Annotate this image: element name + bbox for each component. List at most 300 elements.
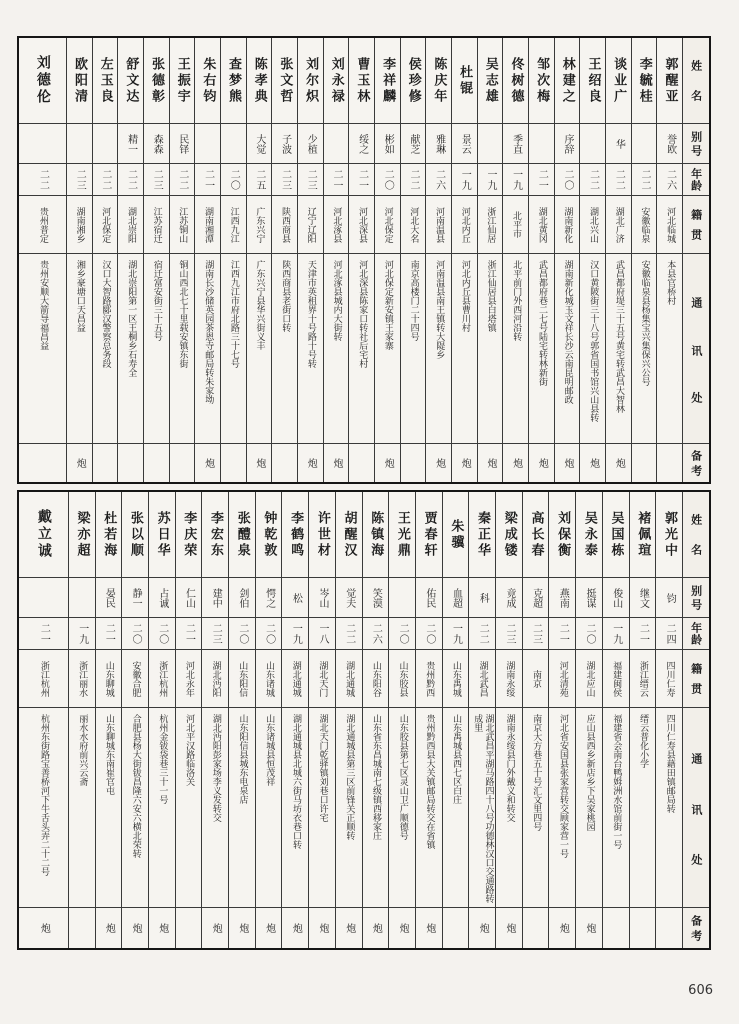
cell-note: 炮 [130, 923, 142, 933]
cell-addr: 缙云普化小学 [630, 708, 656, 908]
cell-note: 炮 [330, 458, 342, 468]
row-header-char: 籍 [689, 208, 703, 220]
cell-alias: 科 [469, 578, 495, 618]
cell-name: 苏日华 [149, 492, 175, 578]
row-header-char: 贯 [689, 229, 703, 241]
cell-age: 二一 [195, 164, 220, 196]
cell-native: 湖北通城 [336, 650, 362, 708]
person-column [255, 492, 282, 948]
cell-alias: 燕南 [549, 578, 575, 618]
cell-age: 二二 [606, 164, 631, 196]
cell-addr: 武昌都府堤三十五号黄宅转武昌大智林 [606, 254, 631, 444]
cell-native: 江西九江 [221, 196, 246, 254]
cell-name: 李祥麟 [375, 38, 400, 124]
cell-alias: 誉欧 [657, 124, 682, 164]
cell-age: 二二 [93, 164, 118, 196]
row-header-age [683, 164, 709, 196]
cell-alias [19, 578, 68, 618]
person-column [548, 492, 575, 948]
cell-age: 一九 [282, 618, 308, 650]
cell-age: 二三 [202, 618, 228, 650]
cell-alias: 占诚 [149, 578, 175, 618]
cell-native: 湖南永绥 [496, 650, 522, 708]
cell-name: 戴立诚 [19, 492, 68, 578]
row-header-char: 讯 [689, 803, 703, 815]
cell-age: 二一 [324, 164, 349, 196]
cell-alias [478, 124, 503, 164]
cell-name: 左玉良 [93, 38, 118, 124]
person-column [400, 38, 426, 482]
cell-addr: 合肥县杨大街钹昌隆六安六横北荣转 [122, 708, 148, 908]
cell-native: 湖北天门 [309, 650, 335, 708]
cell-addr: 南京高楼门二十四号 [401, 254, 426, 444]
cell-age: 二三 [523, 618, 549, 650]
cell-alias: 献芝 [401, 124, 426, 164]
cell-age: 二〇 [256, 618, 282, 650]
cell-native: 河北临城 [657, 196, 682, 254]
cell-alias: 精一 [118, 124, 143, 164]
person-column [95, 492, 122, 948]
cell-age: 二〇 [221, 164, 246, 196]
cell-native: 河北保定 [375, 196, 400, 254]
cell-native: 山东聊城 [96, 650, 122, 708]
cell-name: 李宏东 [202, 492, 228, 578]
cell-alias: 钧 [656, 578, 682, 618]
cell-note: 炮 [74, 458, 86, 468]
cell-name: 梁成镂 [496, 492, 522, 578]
cell-addr: 四川仁寿县藉田镇邮局转 [656, 708, 682, 908]
cell-alias: 森森 [144, 124, 169, 164]
cell-note: 炮 [290, 923, 302, 933]
cell-name: 郭醒亚 [657, 38, 682, 124]
cell-note: 炮 [503, 923, 515, 933]
cell-alias: 子波 [272, 124, 297, 164]
person-column [201, 492, 228, 948]
cell-native: 河北深县 [349, 196, 374, 254]
cell-name: 查梦熊 [221, 38, 246, 124]
person-column [442, 492, 469, 948]
cell-addr: 天津市英租界十号路十号转 [298, 254, 323, 444]
person-column [468, 492, 495, 948]
cell-addr: 北平前门外西河沿转 [503, 254, 528, 444]
cell-addr: 丽水水府前兴云斋 [69, 708, 95, 908]
row-header-char: 处 [689, 392, 703, 404]
cell-note: 炮 [382, 458, 394, 468]
cell-alias: 觉夫 [336, 578, 362, 618]
cell-note [170, 444, 195, 482]
cell-alias: 岑山 [309, 578, 335, 618]
cell-alias [324, 124, 349, 164]
cell-native: 安徽合肥 [122, 650, 148, 708]
cell-addr: 湖北武昌平湖马路四十八号功德林汉口交通路转成里 [469, 708, 495, 908]
person-column [528, 38, 554, 482]
cell-alias [632, 124, 657, 164]
cell-addr: 浙江仙居县白塔镇 [478, 254, 503, 444]
person-column [143, 38, 169, 482]
cell-note [69, 908, 95, 948]
row-header-char: 姓 [689, 60, 703, 71]
cell-age: 一八 [309, 618, 335, 650]
cell-name: 张醴泉 [229, 492, 255, 578]
cell-native: 山东诸城 [256, 650, 282, 708]
cell-note: 炮 [202, 458, 214, 468]
cell-native: 湖南湘乡 [67, 196, 92, 254]
cell-age: 二三 [144, 164, 169, 196]
row-header-char: 号 [689, 599, 703, 611]
cell-name: 李庆荣 [176, 492, 202, 578]
person-column [68, 492, 95, 948]
cell-note: 炮 [236, 923, 248, 933]
cell-addr: 汉口黄陂街三十八号郭省国书馆兴山县转 [580, 254, 605, 444]
person-column [246, 38, 272, 482]
cell-native: 四川仁寿 [656, 650, 682, 708]
cell-age: 二一 [529, 164, 554, 196]
cell-native: 湖北沔阳 [202, 650, 228, 708]
cell-age: 一九 [503, 164, 528, 196]
cell-addr: 河南温县南王镇转大隄乡 [426, 254, 451, 444]
cell-name: 许世材 [309, 492, 335, 578]
person-column [228, 492, 255, 948]
cell-alias [195, 124, 220, 164]
cell-native: 河北清苑 [549, 650, 575, 708]
cell-addr: 江西九江市府北路三十七号 [221, 254, 246, 444]
cell-addr: 河北内丘县曹川村 [452, 254, 477, 444]
cell-age: 一九 [603, 618, 629, 650]
person-column [19, 38, 66, 482]
cell-addr: 山东诸城县恒茂祥 [256, 708, 282, 908]
cell-name: 李鹤鸣 [282, 492, 308, 578]
cell-addr: 汉口大智路郾汉警察总务段 [93, 254, 118, 444]
cell-name: 刘永禄 [324, 38, 349, 124]
cell-alias: 剑伯 [229, 578, 255, 618]
row-header-column [682, 492, 709, 948]
cell-age: 二二 [118, 164, 143, 196]
cell-name: 李毓桂 [632, 38, 657, 124]
cell-note [272, 444, 297, 482]
cell-age: 一九 [69, 618, 95, 650]
cell-name: 吴永泰 [576, 492, 602, 578]
cell-age: 二〇 [375, 164, 400, 196]
person-column [415, 492, 442, 948]
person-column [220, 38, 246, 482]
cell-alias: 序辞 [555, 124, 580, 164]
person-column [19, 492, 68, 948]
cell-addr: 铜山西北七十里载安镇东街 [170, 254, 195, 444]
cell-addr: 福建省会南台鸭姆洲水馆前街一号 [603, 708, 629, 908]
cell-name: 朱右钧 [195, 38, 220, 124]
cell-note [603, 908, 629, 948]
cell-age: 二一 [630, 618, 656, 650]
cell-name: 王振宇 [170, 38, 195, 124]
cell-name: 欧阳清 [67, 38, 92, 124]
row-header-name [683, 38, 709, 124]
cell-alias: 建中 [202, 578, 228, 618]
page-number: 606 [688, 983, 713, 998]
cell-alias: 竟成 [496, 578, 522, 618]
row-header-char: 备 [689, 450, 703, 462]
cell-alias [529, 124, 554, 164]
row-header-char: 年 [689, 622, 703, 633]
person-column [117, 38, 143, 482]
cell-native: 贵州普定 [19, 196, 66, 254]
cell-native: 湖北广济 [606, 196, 631, 254]
cell-addr: 山东省东昌城南七级镇西移家庄 [363, 708, 389, 908]
person-column [602, 492, 629, 948]
row-header-age [683, 618, 709, 650]
cell-name: 侯珍修 [401, 38, 426, 124]
cell-alias [93, 124, 118, 164]
cell-native: 浙江杭州 [19, 650, 68, 708]
cell-note: 炮 [103, 923, 115, 933]
cell-name: 陈孝典 [247, 38, 272, 124]
row-header-char: 通 [689, 753, 703, 765]
cell-alias: 笑漠 [363, 578, 389, 618]
cell-alias [580, 124, 605, 164]
cell-native: 湖北兴山 [580, 196, 605, 254]
cell-native: 山东禹城 [443, 650, 469, 708]
cell-native: 河北内丘 [452, 196, 477, 254]
cell-native: 贵州黔西 [416, 650, 442, 708]
cell-native: 山东阳信 [229, 650, 255, 708]
cell-age: 二二 [336, 618, 362, 650]
cell-addr: 贵州黔西县大关镇邮局转交在省镇 [416, 708, 442, 908]
cell-alias: 雅琳 [426, 124, 451, 164]
cell-alias: 挺谋 [576, 578, 602, 618]
cell-alias: 景云 [452, 124, 477, 164]
cell-addr: 陕西商县老街口转 [272, 254, 297, 444]
cell-alias: 民铎 [170, 124, 195, 164]
cell-note: 炮 [433, 458, 445, 468]
cell-note: 炮 [459, 458, 471, 468]
cell-native: 广东兴宁 [247, 196, 272, 254]
cell-name: 褚佩瑄 [630, 492, 656, 578]
cell-age: 二〇 [229, 618, 255, 650]
person-column [323, 38, 349, 482]
cell-native: 湖北应山 [576, 650, 602, 708]
row-header-alias [683, 578, 709, 618]
cell-age: 二三 [67, 164, 92, 196]
cell-native: 湖北崇阳 [118, 196, 143, 254]
cell-age: 二二 [170, 164, 195, 196]
row-header-addr [683, 254, 709, 444]
cell-alias: 愕之 [256, 578, 282, 618]
cell-native: 北平市 [503, 196, 528, 254]
cell-age: 二一 [96, 618, 122, 650]
cell-name: 吴国栋 [603, 492, 629, 578]
person-column [629, 492, 656, 948]
cell-native: 南京 [523, 650, 549, 708]
person-column [271, 38, 297, 482]
cell-native: 福建闽侯 [603, 650, 629, 708]
cell-name: 吴志雄 [478, 38, 503, 124]
cell-alias: 静一 [122, 578, 148, 618]
cell-note [144, 444, 169, 482]
cell-name: 陈镇海 [363, 492, 389, 578]
cell-name: 张德彰 [144, 38, 169, 124]
cell-native: 河北永年 [176, 650, 202, 708]
cell-name: 高长春 [523, 492, 549, 578]
row-header-char: 通 [689, 296, 703, 308]
cell-name: 谈业广 [606, 38, 631, 124]
cell-note: 炮 [510, 458, 522, 468]
cell-note [93, 444, 118, 482]
cell-native: 江苏宿迁 [144, 196, 169, 254]
cell-age: 二〇 [389, 618, 415, 650]
cell-note [176, 908, 202, 948]
person-column [374, 38, 400, 482]
cell-alias [221, 124, 246, 164]
person-column [388, 492, 415, 948]
cell-addr: 贵州安顺大箭导福昌益 [19, 254, 66, 444]
cell-native: 河北大名 [401, 196, 426, 254]
cell-name: 曹玉林 [349, 38, 374, 124]
cell-note: 炮 [477, 923, 489, 933]
cell-addr: 南京大方巷五十号汇文里四号 [523, 708, 549, 908]
cell-name: 郭光中 [656, 492, 682, 578]
cell-note: 炮 [557, 923, 569, 933]
cell-native: 浙江仙居 [478, 196, 503, 254]
cell-note [523, 908, 549, 948]
cell-addr: 湖南长沙储英园茶恩寺邮局转朱家坳 [195, 254, 220, 444]
cell-addr: 杭州东街路宝善桥河下牛舌头弄二十二号 [19, 708, 68, 908]
cell-name: 王光鼎 [389, 492, 415, 578]
cell-alias: 绥之 [349, 124, 374, 164]
cell-native: 湖北武昌 [469, 650, 495, 708]
cell-age: 一九 [452, 164, 477, 196]
cell-addr: 山东禹城县西七区白庄 [443, 708, 469, 908]
row-header-char: 讯 [689, 344, 703, 356]
cell-note [19, 444, 66, 482]
person-column [477, 38, 503, 482]
cell-native: 湖南湘潭 [195, 196, 220, 254]
cell-age: 二六 [657, 164, 682, 196]
cell-note: 炮 [397, 923, 409, 933]
cell-addr: 湖南永绥县门外戴义和转交 [496, 708, 522, 908]
cell-native: 辽宁辽阳 [298, 196, 323, 254]
cell-age: 一九 [443, 618, 469, 650]
cell-alias: 季直 [503, 124, 528, 164]
row-header-char: 名 [689, 544, 703, 555]
cell-native: 陕西商县 [272, 196, 297, 254]
row-header-char: 龄 [689, 634, 703, 645]
cell-native: 湖北通城 [282, 650, 308, 708]
cell-age: 二二 [401, 164, 426, 196]
cell-note [632, 444, 657, 482]
cell-name: 朱骥 [443, 492, 469, 578]
row-header-char: 别 [689, 584, 703, 596]
person-column [175, 492, 202, 948]
cell-native: 湖南新化 [555, 196, 580, 254]
cell-alias: 血超 [443, 578, 469, 618]
person-column [522, 492, 549, 948]
person-column [631, 38, 657, 482]
person-column [451, 38, 477, 482]
cell-note: 炮 [584, 923, 596, 933]
cell-age: 二一 [176, 618, 202, 650]
cell-alias: 仁山 [176, 578, 202, 618]
cell-addr: 广东兴宁县华兴街义丰 [247, 254, 272, 444]
cell-age: 二一 [19, 618, 68, 650]
cell-native: 安徽临泉 [632, 196, 657, 254]
cell-addr: 山东胶县第七区灵山卫广顺德号 [389, 708, 415, 908]
cell-addr: 河北深县陈家口转社后宅村 [349, 254, 374, 444]
cell-alias: 华 [606, 124, 631, 164]
person-column [502, 38, 528, 482]
cell-age: 二〇 [555, 164, 580, 196]
cell-alias [389, 578, 415, 618]
cell-alias: 晏民 [96, 578, 122, 618]
cell-age: 二一 [549, 618, 575, 650]
row-header-char: 龄 [689, 180, 703, 191]
cell-note [443, 908, 469, 948]
cell-age: 二四 [656, 618, 682, 650]
cell-alias: 继文 [630, 578, 656, 618]
person-column [495, 492, 522, 948]
row-header-column [682, 38, 709, 482]
row-header-native [683, 650, 709, 708]
cell-age: 二二 [469, 618, 495, 650]
cell-native: 山东胶县 [389, 650, 415, 708]
row-header-alias [683, 124, 709, 164]
cell-native: 江苏铜山 [170, 196, 195, 254]
person-column [194, 38, 220, 482]
row-header-char: 考 [689, 930, 703, 941]
cell-name: 刘保衡 [549, 492, 575, 578]
cell-age: 二〇 [149, 618, 175, 650]
cell-note: 炮 [343, 923, 355, 933]
row-header-char: 年 [689, 168, 703, 179]
cell-note: 炮 [587, 458, 599, 468]
cell-native: 河北保定 [93, 196, 118, 254]
row-header-addr [683, 708, 709, 908]
cell-note: 炮 [536, 458, 548, 468]
cell-addr: 湖北通城县第三区前锋关正顺转 [336, 708, 362, 908]
cell-addr: 湖北通城县北城六街马坊衣巷口转 [282, 708, 308, 908]
person-column [579, 38, 605, 482]
cell-name: 杜若海 [96, 492, 122, 578]
cell-note: 炮 [484, 458, 496, 468]
cell-name: 王绍良 [580, 38, 605, 124]
row-header-char: 贯 [689, 683, 703, 695]
cell-note [221, 444, 246, 482]
cell-note [349, 444, 374, 482]
person-column [169, 38, 195, 482]
person-column [66, 38, 92, 482]
cell-addr: 湖南新化城玉文祥长沙云南昆明邮政 [555, 254, 580, 444]
cell-alias: 克超 [523, 578, 549, 618]
cell-note: 炮 [156, 923, 168, 933]
cell-addr: 河北保定新安镇王家寨 [375, 254, 400, 444]
cell-alias: 俊山 [603, 578, 629, 618]
row-header-char: 姓 [689, 514, 703, 525]
cell-name: 陈庆年 [426, 38, 451, 124]
cell-age: 二二 [580, 164, 605, 196]
cell-addr: 安徽临泉县杨集宝兴集保兴公号 [632, 254, 657, 444]
person-column [92, 38, 118, 482]
cell-age: 二〇 [416, 618, 442, 650]
cell-age: 一九 [478, 164, 503, 196]
cell-age: 二六 [363, 618, 389, 650]
person-column [605, 38, 631, 482]
person-column [308, 492, 335, 948]
cell-name: 杜锟 [452, 38, 477, 124]
cell-native: 湖北黄冈 [529, 196, 554, 254]
cell-name: 张以顺 [122, 492, 148, 578]
cell-name: 邹次梅 [529, 38, 554, 124]
row-header-char: 处 [689, 853, 703, 865]
cell-name: 张文哲 [272, 38, 297, 124]
person-column [656, 38, 682, 482]
